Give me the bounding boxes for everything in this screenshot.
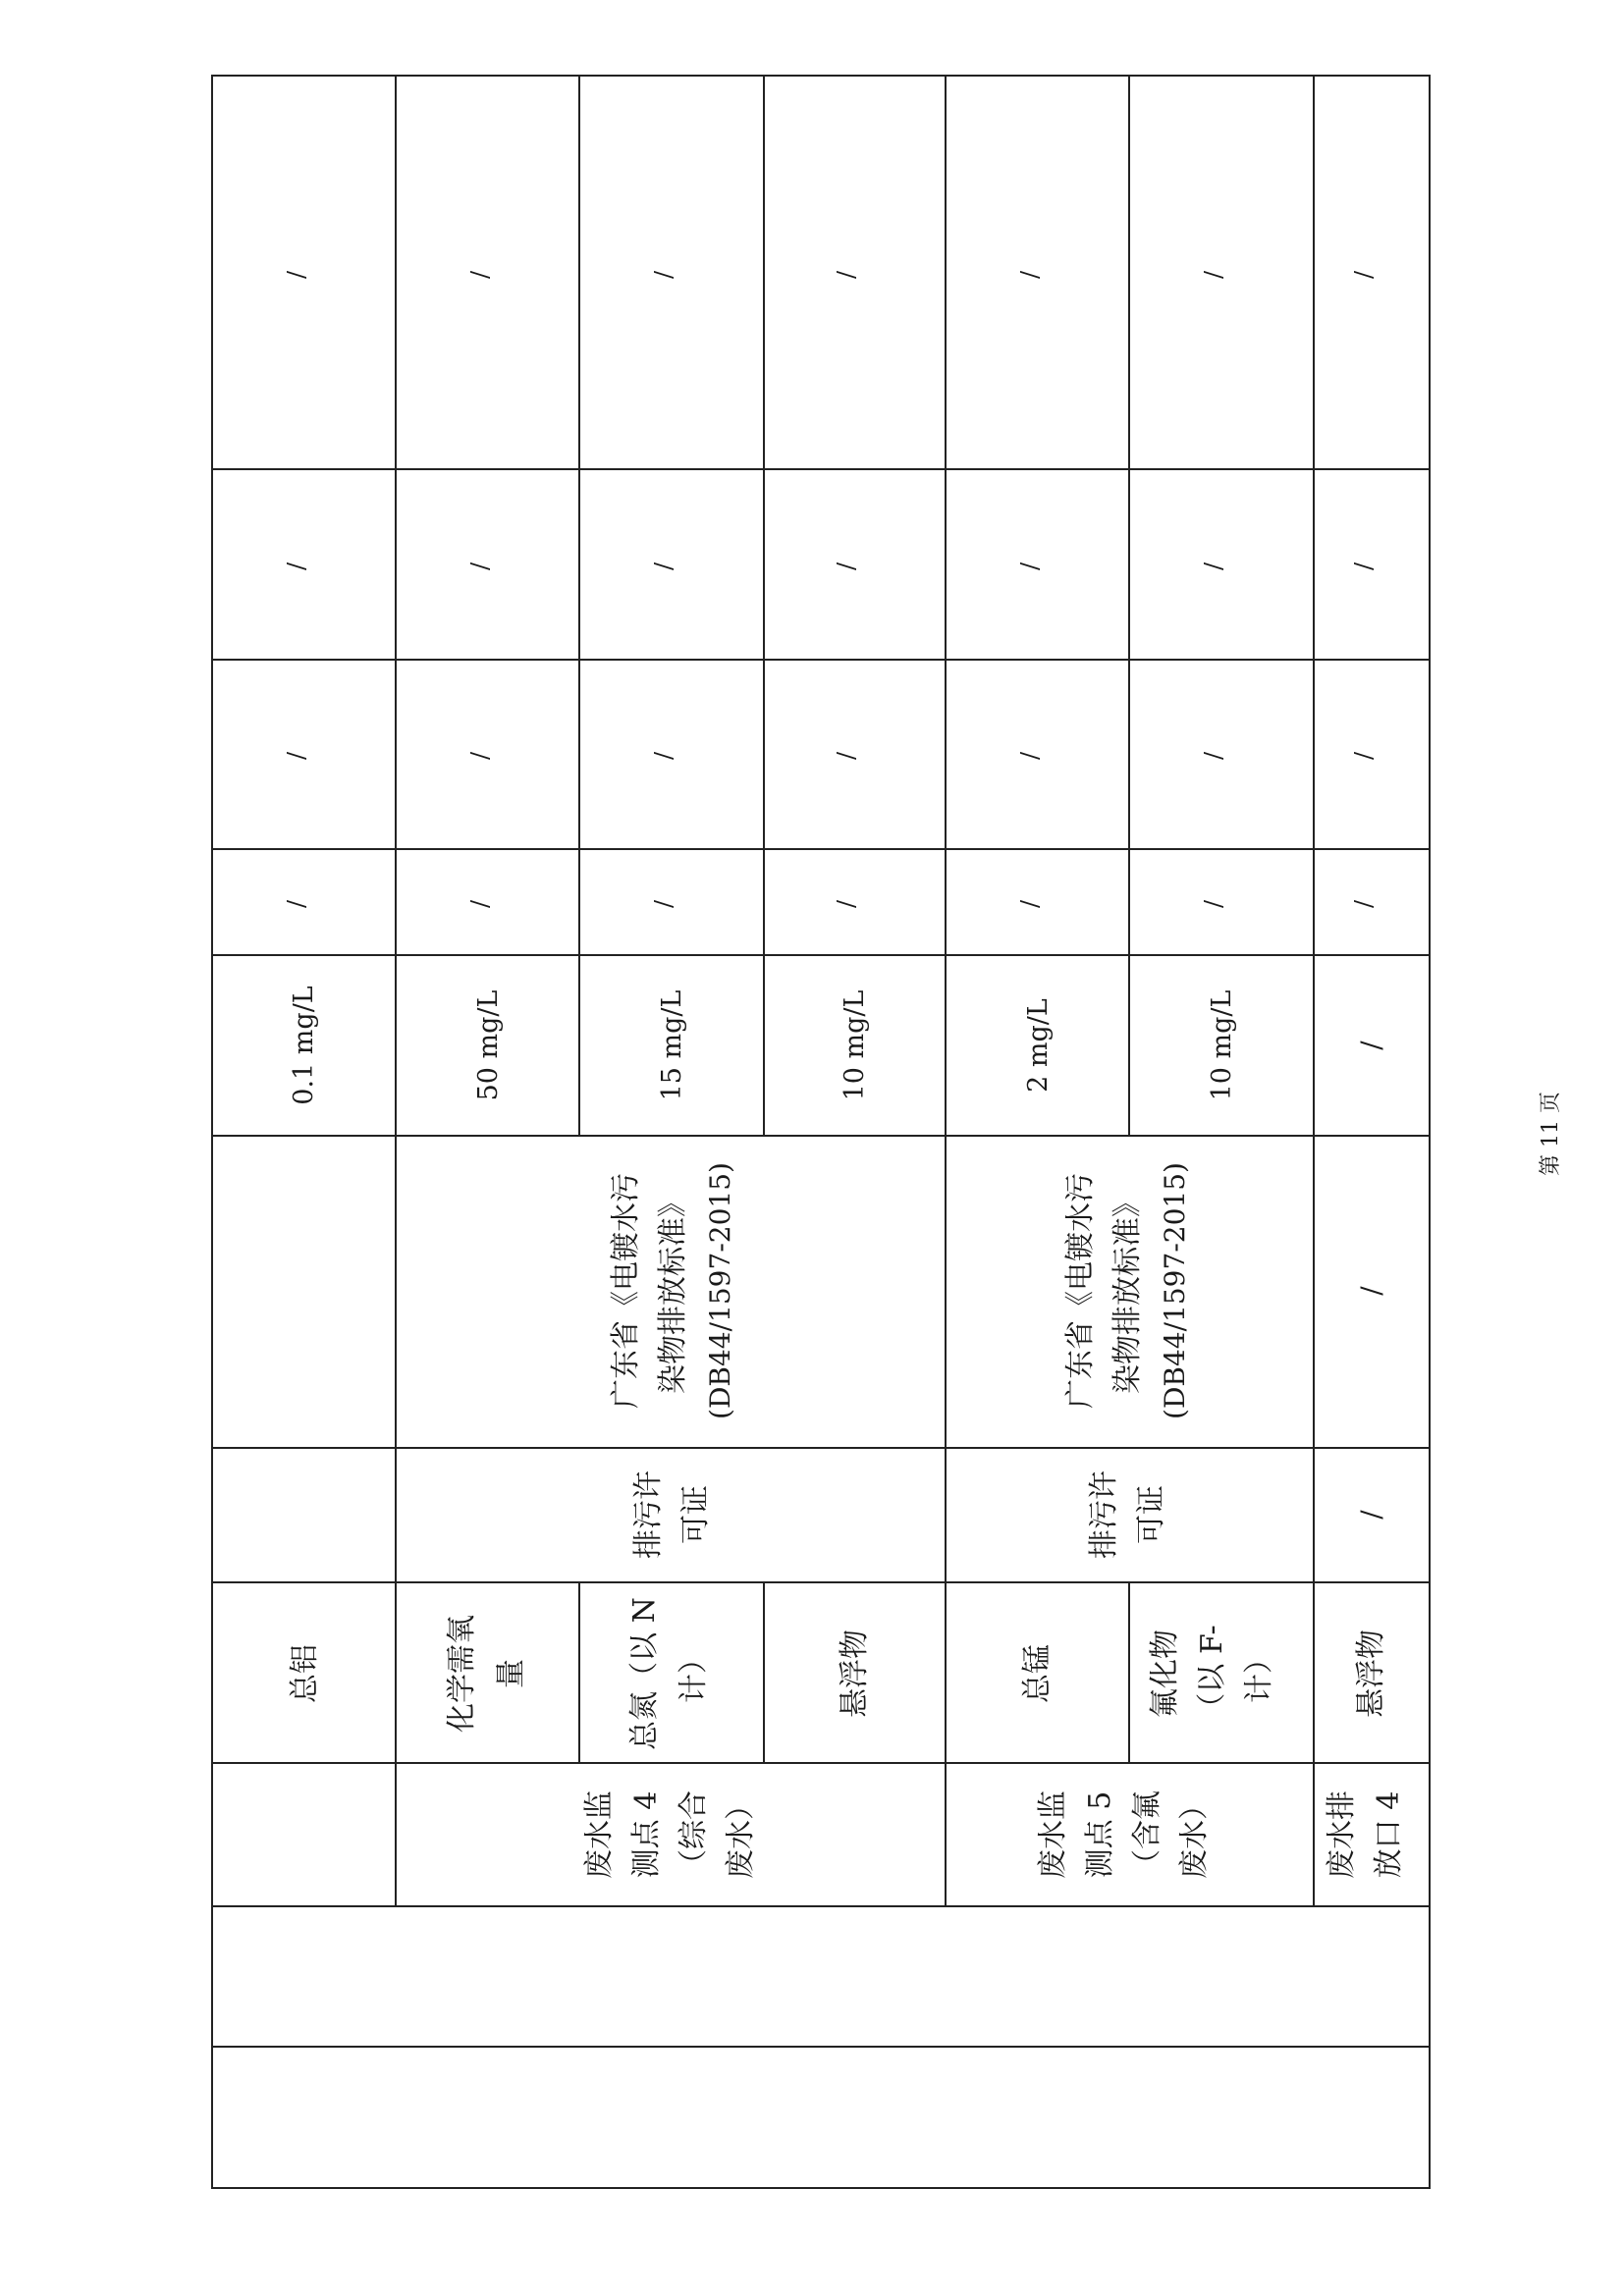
limit-value: 2 mg/L xyxy=(1023,998,1054,1093)
extra-cell: / xyxy=(650,899,677,909)
extra-cell: / xyxy=(466,899,494,909)
basis-text: 排污许 xyxy=(1087,1470,1121,1559)
monitoring-point-5 xyxy=(1016,270,1276,1879)
pollutant-name: （以 F- xyxy=(1195,1625,1229,1723)
extra-cell: / xyxy=(650,270,677,280)
standard-text: / xyxy=(1355,1286,1387,1296)
row-total-aluminum xyxy=(283,270,322,1703)
pollutant-name: 悬浮物 xyxy=(1354,1629,1388,1718)
limit-value: / xyxy=(1355,1041,1387,1050)
pollutant-name: 氟化物 xyxy=(1148,1629,1182,1718)
extra-cell: / xyxy=(650,751,677,761)
monitoring-point-4 xyxy=(445,270,872,1879)
extra-cell: / xyxy=(283,561,310,571)
standard-text: (DB44/1597-2015) xyxy=(704,1162,736,1419)
pollutant-name: 计） xyxy=(677,1644,711,1703)
extra-cell: / xyxy=(283,270,310,280)
page-number: 第 11 页 xyxy=(1539,1092,1563,1176)
limit-value: 10 mg/L xyxy=(839,989,870,1101)
extra-cell: / xyxy=(1350,561,1378,571)
extra-cell: / xyxy=(283,899,310,909)
extra-cell: / xyxy=(833,751,860,761)
extra-cell: / xyxy=(833,899,860,909)
standard-text: 染物排放标准》 xyxy=(1110,1188,1145,1394)
standard-text: 广东省《电镀水污 xyxy=(1063,1173,1098,1409)
point-name: 废水） xyxy=(724,1790,758,1879)
standard-text: 广东省《电镀水污 xyxy=(609,1173,643,1409)
point-name: 测点 4 xyxy=(629,1790,664,1879)
pollutant-name: 总锰 xyxy=(1020,1644,1055,1703)
extra-cell: / xyxy=(1200,270,1227,280)
standard-text: (DB44/1597-2015) xyxy=(1159,1162,1191,1419)
pollutant-name: 化学需氧 xyxy=(445,1615,479,1733)
basis-text: 可证 xyxy=(1134,1485,1168,1544)
extra-cell: / xyxy=(283,751,310,761)
extra-cell: / xyxy=(1016,561,1044,571)
limit-value: 0.1 mg/L xyxy=(289,986,319,1105)
extra-cell: / xyxy=(466,751,494,761)
extra-cell: / xyxy=(1016,899,1044,909)
basis-text: / xyxy=(1355,1510,1387,1520)
extra-cell: / xyxy=(1200,899,1227,909)
extra-cell: / xyxy=(833,270,860,280)
extra-cell: / xyxy=(1350,270,1378,280)
table-grid xyxy=(212,76,1430,2188)
point-name: 废水监 xyxy=(1036,1790,1070,1879)
extra-cell: / xyxy=(1016,751,1044,761)
extra-cell: / xyxy=(1016,270,1044,280)
extra-cell: / xyxy=(1200,561,1227,571)
extra-cell: / xyxy=(650,561,677,571)
extra-cell: / xyxy=(1350,751,1378,761)
extra-cell: / xyxy=(1350,899,1378,909)
extra-cell: / xyxy=(466,270,494,280)
pollutant-name: 量 xyxy=(494,1659,528,1688)
basis-text: 排污许 xyxy=(631,1470,666,1559)
extra-cell: / xyxy=(1200,751,1227,761)
pollutant-name: 总氮（以 N xyxy=(627,1597,662,1750)
extra-cell: / xyxy=(833,561,860,571)
pollutant-name: 计） xyxy=(1242,1644,1276,1703)
extra-cell: / xyxy=(466,561,494,571)
point-name: 废水排 xyxy=(1325,1790,1359,1879)
limit-value: 50 mg/L xyxy=(473,989,504,1101)
point-name: 测点 5 xyxy=(1083,1790,1117,1879)
discharge-outlet-4 xyxy=(1325,270,1406,1879)
limit-value: 15 mg/L xyxy=(657,989,687,1101)
point-name: （含氟 xyxy=(1130,1790,1164,1879)
point-name: 废水监 xyxy=(582,1790,617,1879)
basis-text: 可证 xyxy=(678,1485,713,1544)
standard-text: 染物排放标准》 xyxy=(656,1188,690,1394)
point-name: （综合 xyxy=(677,1790,711,1879)
pollutant-name: 悬浮物 xyxy=(838,1629,872,1718)
pollutant-name: 总铝 xyxy=(288,1644,322,1703)
point-name: 废水） xyxy=(1177,1790,1212,1879)
point-name: 放口 4 xyxy=(1372,1790,1406,1879)
limit-value: 10 mg/L xyxy=(1207,989,1237,1101)
